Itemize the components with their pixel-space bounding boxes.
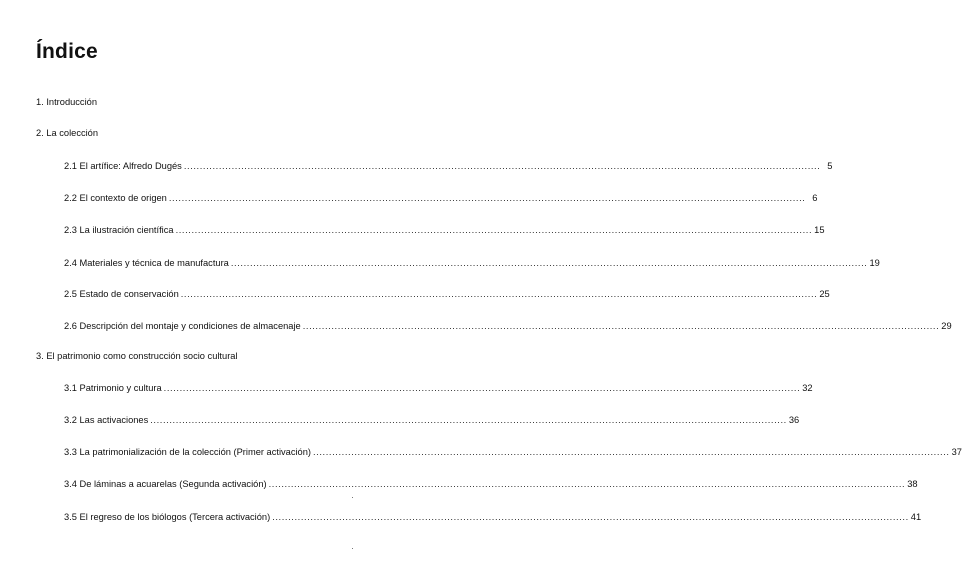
- toc-entry-page: 41: [910, 512, 922, 522]
- toc-entry-label: 3.3 La patrimonialización de la colección (Primer activación): [64, 447, 311, 457]
- toc-entry-3-1: [64, 382, 813, 394]
- toc-entry-label: 2.4 Materiales y técnica de manufactura: [64, 258, 229, 268]
- dot-leader: ........................................................................................................................................................................................................: [302, 321, 940, 331]
- toc-entry-2-4: [64, 257, 880, 269]
- dot-leader: ........................................................................................................................................................................................................: [272, 512, 909, 522]
- toc-entry-label: 2.3 La ilustración científica: [64, 225, 174, 235]
- dot-leader: ........................................................................................................................................................................................................: [168, 193, 806, 203]
- dot-leader: ........................................................................................................................................................................................................: [180, 289, 818, 299]
- toc-entry-page: 37: [951, 447, 962, 457]
- toc-entry-2-2: [64, 192, 818, 204]
- toc-entry-page: 5: [827, 161, 833, 171]
- dot-leader: ........................................................................................................................................................................................................: [268, 479, 906, 489]
- toc-entry-label: 3.1 Patrimonio y cultura: [64, 383, 162, 393]
- scan-speck: [352, 497, 353, 498]
- page-title: Índice: [36, 40, 98, 63]
- dot-leader: ........................................................................................................................................................................................................: [313, 447, 950, 457]
- toc-entry-label: 2.5 Estado de conservación: [64, 289, 179, 299]
- toc-entry-2-1: [64, 160, 833, 172]
- toc-entry-label: 3.2 Las activaciones: [64, 415, 149, 425]
- toc-entry-page: 32: [802, 383, 813, 393]
- toc-entry-3-2: [64, 414, 800, 426]
- toc-entry-page: 38: [907, 479, 918, 489]
- toc-entry-label: 3.5 El regreso de los biólogos (Tercera activación): [64, 512, 271, 522]
- toc-entry-label: 3.4 De láminas a acuarelas (Segunda activación): [64, 479, 267, 489]
- toc-entry-3-4: [64, 478, 918, 490]
- toc-entry-label: 2.2 El contexto de origen: [64, 193, 167, 203]
- toc-entry-label: 2.6 Descripción del montaje y condiciones de almacenaje: [64, 321, 301, 331]
- dot-leader: ........................................................................................................................................................................................................: [183, 161, 821, 171]
- toc-entry-label: 2.1 El artífice: Alfredo Dugés: [64, 161, 182, 171]
- toc-entry-2-3: [64, 224, 825, 236]
- dot-leader: ........................................................................................................................................................................................................: [163, 383, 801, 393]
- dot-leader: ........................................................................................................................................................................................................: [175, 225, 813, 235]
- toc-section-3: 3. El patrimonio como construcción socio cultural: [36, 351, 238, 361]
- toc-entry-3-3: [64, 446, 962, 458]
- toc-entry-page: 36: [788, 415, 800, 425]
- toc-entry-2-6: [64, 320, 952, 332]
- dot-leader: ........................................................................................................................................................................................................: [150, 415, 787, 425]
- toc-entry-page: 19: [869, 258, 880, 268]
- toc-entry-2-5: [64, 288, 830, 300]
- toc-entry-page: 29: [941, 321, 952, 331]
- dot-leader: ........................................................................................................................................................................................................: [230, 258, 868, 268]
- toc-entry-page: 25: [819, 289, 830, 299]
- toc-section-1: 1. Introducción: [36, 97, 97, 107]
- toc-section-2: 2. La colección: [36, 128, 99, 138]
- scan-speck: [352, 548, 353, 549]
- toc-entry-page: 15: [814, 225, 825, 235]
- toc-entry-3-5: [64, 511, 922, 523]
- toc-entry-page: 6: [812, 193, 818, 203]
